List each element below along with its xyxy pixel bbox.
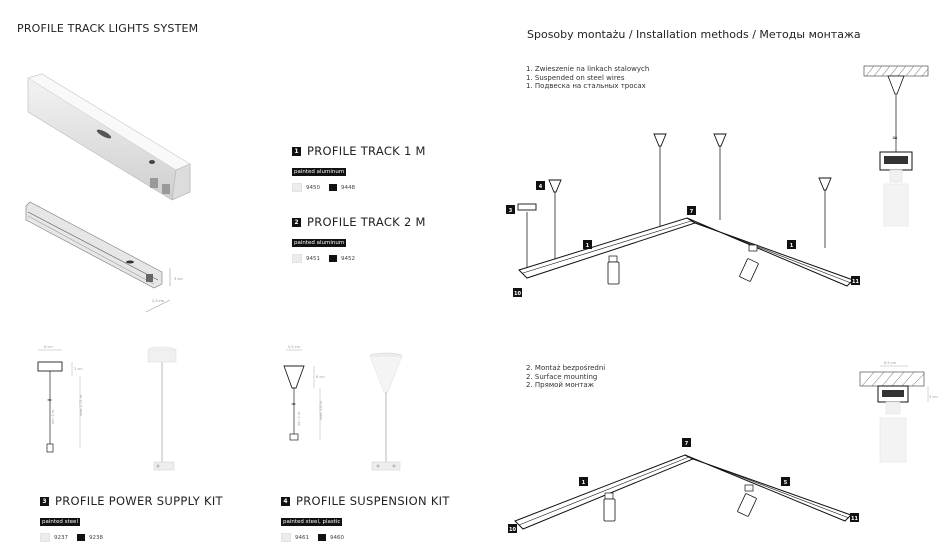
- dim-susp-height: 6 cm: [316, 375, 325, 379]
- callout-11: [850, 513, 859, 522]
- dim-psu-width: 8 cm: [44, 345, 53, 349]
- method-line: 2. Montaż bezpośredni: [526, 364, 606, 372]
- white-swatch: [292, 254, 302, 263]
- svg-text:11: 11: [851, 516, 858, 522]
- product-material: painted aluminum: [294, 169, 345, 175]
- method-2-text: [526, 364, 605, 390]
- product-code-white: 9237: [54, 534, 68, 541]
- callout-1: [579, 477, 588, 486]
- method-line: 1. Zwieszenie na linkach stalowych: [526, 65, 650, 73]
- callout-3: [506, 205, 515, 214]
- svg-text:≈: ≈: [291, 401, 297, 408]
- svg-text:11: 11: [852, 279, 859, 285]
- product-material: painted aluminum: [294, 240, 345, 246]
- svg-text:≈: ≈: [47, 397, 53, 404]
- product-name: PROFILE SUSPENSION KIT: [296, 494, 450, 508]
- dim-psu-height: 3 cm: [74, 367, 83, 371]
- product-code-black: 9448: [341, 184, 355, 191]
- product-number-badge: 4: [281, 497, 290, 506]
- svg-text:4: 4: [538, 184, 543, 190]
- svg-text:≈: ≈: [892, 134, 898, 142]
- product-track-2m: [292, 215, 426, 263]
- black-swatch: [329, 184, 337, 191]
- dim-track-width: 2,5 cm: [152, 299, 165, 303]
- product-suspension-kit: [281, 494, 450, 542]
- callout-7: [682, 438, 691, 447]
- product-code-black: 9238: [89, 534, 103, 541]
- black-swatch: [318, 534, 326, 541]
- method-line: 2. Surface mounting: [526, 372, 598, 381]
- product-code-white: 9461: [295, 534, 309, 541]
- product-number-badge: 1: [292, 147, 301, 156]
- dim-psu-inner: min 1 m: [51, 409, 55, 424]
- callout-5: [781, 477, 790, 486]
- track-illustration: [22, 72, 192, 322]
- dim-susp-width: 5,5 cm: [288, 345, 301, 349]
- product-code-white: 9451: [306, 255, 320, 262]
- svg-text:1: 1: [585, 243, 590, 249]
- svg-text:10: 10: [509, 527, 516, 533]
- surface-detail: [858, 358, 938, 468]
- installation-title: Sposoby montażu / Installation methods / Методы монтажа: [527, 28, 861, 41]
- callout-10: [513, 288, 522, 297]
- product-name: PROFILE TRACK 2 M: [307, 215, 426, 229]
- white-swatch: [292, 183, 302, 192]
- method-line: 1. Suspended on steel wires: [526, 73, 625, 82]
- svg-text:1: 1: [581, 480, 586, 486]
- product-material: painted steel: [42, 519, 78, 525]
- svg-text:3: 3: [508, 208, 513, 214]
- callout-10: [508, 524, 517, 533]
- method-line: 2. Прямой монтаж: [526, 381, 594, 389]
- callout-11: [851, 276, 860, 285]
- dim-track-height: 3 cm: [174, 277, 183, 281]
- callout-1: [787, 240, 796, 249]
- product-material: painted steel, plastic: [283, 519, 341, 525]
- page-title: PROFILE TRACK LIGHTS SYSTEM: [17, 22, 199, 35]
- black-swatch: [77, 534, 85, 541]
- product-name: PROFILE TRACK 1 M: [307, 144, 426, 158]
- dim-susp-length: max 3,0 m: [319, 401, 323, 420]
- dim-surface-width: 8,5 cm: [884, 361, 897, 365]
- black-swatch: [329, 255, 337, 262]
- suspension-illustration: [280, 344, 430, 484]
- suspended-diagram: [505, 120, 865, 300]
- method-line: 1. Подвеска на стальных тросах: [526, 82, 646, 90]
- suspended-detail: [862, 64, 932, 234]
- dim-surface-height: 3 cm: [929, 395, 938, 399]
- white-swatch: [281, 533, 291, 542]
- product-number-badge: 3: [40, 497, 49, 506]
- dim-susp-inner: min 1 m: [297, 411, 301, 426]
- product-code-black: 9452: [341, 255, 355, 262]
- callout-1: [583, 240, 592, 249]
- svg-text:10: 10: [514, 291, 521, 297]
- dim-psu-length: max 2,75 m: [79, 394, 83, 416]
- svg-text:1: 1: [789, 243, 794, 249]
- power-supply-illustration: [32, 344, 202, 484]
- product-name: PROFILE POWER SUPPLY KIT: [55, 494, 223, 508]
- product-code-white: 9450: [306, 184, 320, 191]
- product-number-badge: 2: [292, 218, 301, 227]
- white-swatch: [40, 533, 50, 542]
- callout-7: [687, 206, 696, 215]
- svg-text:7: 7: [684, 441, 689, 447]
- svg-text:7: 7: [689, 209, 694, 215]
- svg-text:5: 5: [783, 480, 788, 486]
- method-1-text: [526, 65, 649, 91]
- surface-diagram: [505, 435, 865, 535]
- product-power-supply-kit: [40, 494, 223, 542]
- product-track-1m: [292, 144, 426, 192]
- callout-4: [536, 181, 545, 190]
- product-code-black: 9460: [330, 534, 344, 541]
